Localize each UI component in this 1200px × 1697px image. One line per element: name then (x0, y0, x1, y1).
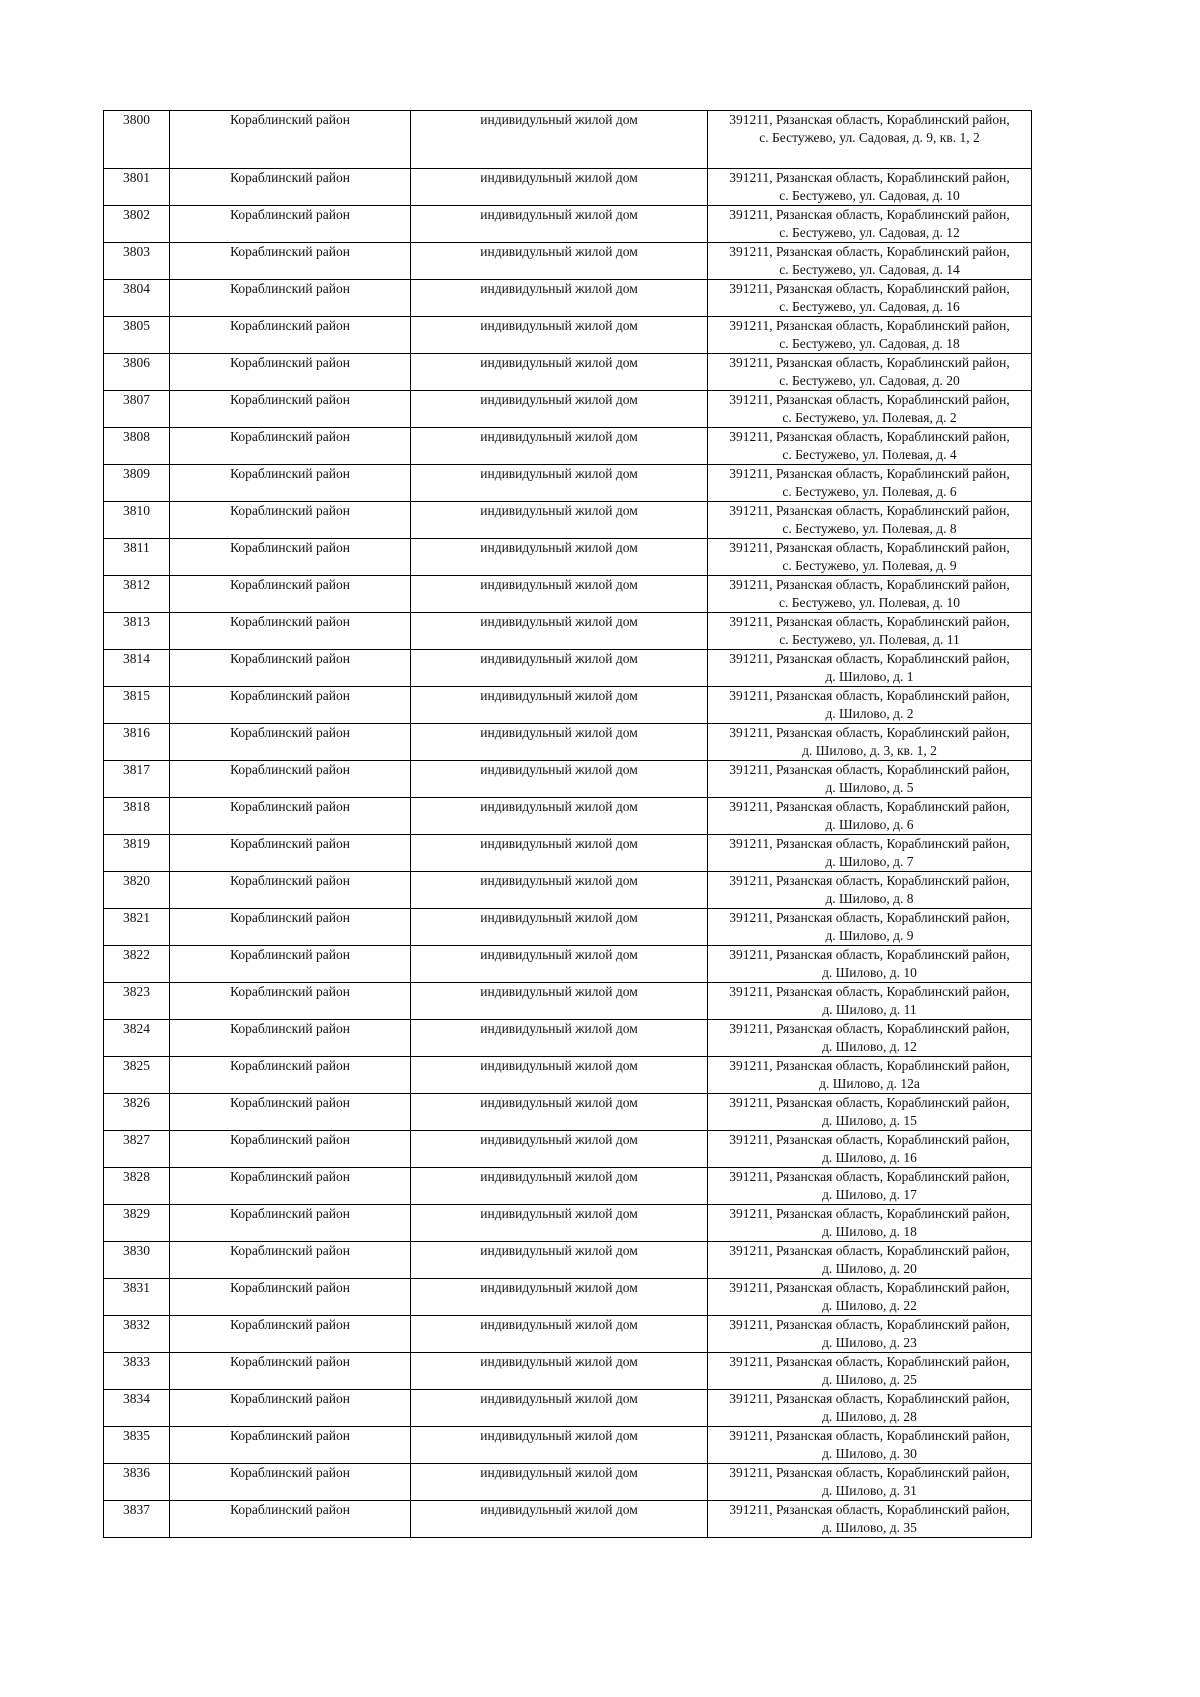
address-cell (708, 428, 1032, 465)
address-line-2: с. Бестужево, ул. Полевая, д. 9 (782, 558, 957, 573)
row-number: 3804 (104, 280, 170, 317)
table-row (104, 835, 1032, 872)
address-line-1: 391211, Рязанская область, Кораблинский район, (729, 614, 1010, 629)
address-line-2: с. Бестужево, ул. Садовая, д. 9, кв. 1, 2 (759, 130, 980, 145)
row-number: 3826 (104, 1094, 170, 1131)
district-cell: Кораблинский район (170, 576, 411, 613)
row-number: 3825 (104, 1057, 170, 1094)
address-cell (708, 613, 1032, 650)
address-line-1: 391211, Рязанская область, Кораблинский район, (729, 725, 1010, 740)
address-line-2: д. Шилово, д. 35 (822, 1520, 917, 1535)
district-cell: Кораблинский район (170, 1279, 411, 1316)
address-line-1: 391211, Рязанская область, Кораблинский район, (729, 503, 1010, 518)
table-row (104, 576, 1032, 613)
address-cell (708, 761, 1032, 798)
district-cell: Кораблинский район (170, 169, 411, 206)
object-type-cell: индивидульный жилой дом (411, 872, 708, 909)
address-line-2: д. Шилово, д. 15 (822, 1113, 917, 1128)
district-cell: Кораблинский район (170, 872, 411, 909)
row-number: 3833 (104, 1353, 170, 1390)
address-line-2: д. Шилово, д. 11 (822, 1002, 917, 1017)
district-cell: Кораблинский район (170, 206, 411, 243)
object-type-cell: индивидульный жилой дом (411, 613, 708, 650)
row-number: 3803 (104, 243, 170, 280)
address-cell (708, 1094, 1032, 1131)
object-type-cell: индивидульный жилой дом (411, 391, 708, 428)
address-line-2: д. Шилово, д. 17 (822, 1187, 917, 1202)
table-row (104, 1390, 1032, 1427)
table-row (104, 613, 1032, 650)
address-cell (708, 1464, 1032, 1501)
address-line-2: д. Шилово, д. 31 (822, 1483, 917, 1498)
object-type-cell: индивидульный жилой дом (411, 1094, 708, 1131)
address-line-1: 391211, Рязанская область, Кораблинский район, (729, 170, 1010, 185)
address-cell (708, 1353, 1032, 1390)
address-cell (708, 1020, 1032, 1057)
address-line-2: д. Шилово, д. 7 (825, 854, 914, 869)
table-row (104, 1131, 1032, 1168)
address-line-2: д. Шилово, д. 10 (822, 965, 917, 980)
address-line-2: с. Бестужево, ул. Садовая, д. 12 (779, 225, 960, 240)
address-line-2: д. Шилово, д. 12 (822, 1039, 917, 1054)
row-number: 3823 (104, 983, 170, 1020)
address-line-1: 391211, Рязанская область, Кораблинский район, (729, 1021, 1010, 1036)
object-type-cell: индивидульный жилой дом (411, 169, 708, 206)
object-type-cell: индивидульный жилой дом (411, 687, 708, 724)
object-type-cell: индивидульный жилой дом (411, 1390, 708, 1427)
object-type-cell: индивидульный жилой дом (411, 1020, 708, 1057)
table-row (104, 1316, 1032, 1353)
address-line-1: 391211, Рязанская область, Кораблинский район, (729, 1502, 1010, 1517)
address-line-2: с. Бестужево, ул. Полевая, д. 11 (779, 632, 960, 647)
object-type-cell: индивидульный жилой дом (411, 539, 708, 576)
district-cell: Кораблинский район (170, 1501, 411, 1538)
table-row (104, 983, 1032, 1020)
table-row (104, 243, 1032, 280)
address-cell (708, 724, 1032, 761)
table-row (104, 1353, 1032, 1390)
object-type-cell: индивидульный жилой дом (411, 909, 708, 946)
row-number: 3828 (104, 1168, 170, 1205)
address-line-2: д. Шилово, д. 23 (822, 1335, 917, 1350)
district-cell: Кораблинский район (170, 798, 411, 835)
address-line-2: д. Шилово, д. 20 (822, 1261, 917, 1276)
address-line-1: 391211, Рязанская область, Кораблинский район, (729, 947, 1010, 962)
address-line-1: 391211, Рязанская область, Кораблинский район, (729, 799, 1010, 814)
address-line-1: 391211, Рязанская область, Кораблинский район, (729, 836, 1010, 851)
address-cell (708, 1390, 1032, 1427)
table-row (104, 761, 1032, 798)
address-cell (708, 576, 1032, 613)
address-line-1: 391211, Рязанская область, Кораблинский район, (729, 1206, 1010, 1221)
address-line-2: с. Бестужево, ул. Садовая, д. 18 (779, 336, 960, 351)
row-number: 3820 (104, 872, 170, 909)
address-line-1: 391211, Рязанская область, Кораблинский район, (729, 651, 1010, 666)
district-cell: Кораблинский район (170, 1057, 411, 1094)
table-row (104, 502, 1032, 539)
district-cell: Кораблинский район (170, 1168, 411, 1205)
address-cell (708, 1242, 1032, 1279)
district-cell: Кораблинский район (170, 909, 411, 946)
address-cell (708, 317, 1032, 354)
table-body (104, 111, 1032, 1538)
district-cell: Кораблинский район (170, 1131, 411, 1168)
address-line-1: 391211, Рязанская область, Кораблинский район, (729, 1465, 1010, 1480)
table-row (104, 1464, 1032, 1501)
address-cell (708, 687, 1032, 724)
table-row (104, 724, 1032, 761)
address-line-2: д. Шилово, д. 5 (825, 780, 914, 795)
object-type-cell: индивидульный жилой дом (411, 798, 708, 835)
row-number: 3812 (104, 576, 170, 613)
address-line-1: 391211, Рязанская область, Кораблинский район, (729, 244, 1010, 259)
table-row (104, 1501, 1032, 1538)
district-cell: Кораблинский район (170, 1390, 411, 1427)
row-number: 3813 (104, 613, 170, 650)
address-line-2: д. Шилово, д. 8 (825, 891, 914, 906)
object-type-cell: индивидульный жилой дом (411, 761, 708, 798)
table-row (104, 111, 1032, 169)
row-number: 3815 (104, 687, 170, 724)
row-number: 3832 (104, 1316, 170, 1353)
address-cell (708, 502, 1032, 539)
address-line-1: 391211, Рязанская область, Кораблинский район, (729, 577, 1010, 592)
district-cell: Кораблинский район (170, 650, 411, 687)
district-cell: Кораблинский район (170, 687, 411, 724)
row-number: 3805 (104, 317, 170, 354)
object-type-cell: индивидульный жилой дом (411, 465, 708, 502)
table-row (104, 650, 1032, 687)
row-number: 3816 (104, 724, 170, 761)
address-line-1: 391211, Рязанская область, Кораблинский район, (729, 762, 1010, 777)
address-cell (708, 1057, 1032, 1094)
address-cell (708, 1427, 1032, 1464)
address-cell (708, 1316, 1032, 1353)
district-cell: Кораблинский район (170, 539, 411, 576)
address-cell (708, 983, 1032, 1020)
housing-registry-table (103, 110, 1032, 1538)
district-cell: Кораблинский район (170, 724, 411, 761)
district-cell: Кораблинский район (170, 428, 411, 465)
row-number: 3834 (104, 1390, 170, 1427)
address-line-1: 391211, Рязанская область, Кораблинский район, (729, 1243, 1010, 1258)
table-row (104, 1020, 1032, 1057)
address-cell (708, 1205, 1032, 1242)
address-line-2: с. Бестужево, ул. Полевая, д. 6 (782, 484, 957, 499)
address-cell (708, 909, 1032, 946)
row-number: 3817 (104, 761, 170, 798)
row-number: 3830 (104, 1242, 170, 1279)
row-number: 3810 (104, 502, 170, 539)
address-line-2: д. Шилово, д. 25 (822, 1372, 917, 1387)
district-cell: Кораблинский район (170, 317, 411, 354)
address-line-1: 391211, Рязанская область, Кораблинский район, (729, 910, 1010, 925)
address-line-2: с. Бестужево, ул. Садовая, д. 20 (779, 373, 960, 388)
address-line-2: д. Шилово, д. 6 (825, 817, 914, 832)
address-line-1: 391211, Рязанская область, Кораблинский район, (729, 1058, 1010, 1073)
address-line-1: 391211, Рязанская область, Кораблинский район, (729, 1317, 1010, 1332)
object-type-cell: индивидульный жилой дом (411, 428, 708, 465)
district-cell: Кораблинский район (170, 1353, 411, 1390)
row-number: 3809 (104, 465, 170, 502)
address-line-2: д. Шилово, д. 30 (822, 1446, 917, 1461)
address-cell (708, 1131, 1032, 1168)
object-type-cell: индивидульный жилой дом (411, 502, 708, 539)
address-line-2: д. Шилово, д. 28 (822, 1409, 917, 1424)
address-cell (708, 650, 1032, 687)
address-line-2: с. Бестужево, ул. Полевая, д. 10 (779, 595, 960, 610)
row-number: 3835 (104, 1427, 170, 1464)
district-cell: Кораблинский район (170, 1427, 411, 1464)
address-line-2: д. Шилово, д. 1 (825, 669, 914, 684)
address-cell (708, 872, 1032, 909)
object-type-cell: индивидульный жилой дом (411, 1205, 708, 1242)
table-row (104, 354, 1032, 391)
address-line-2: д. Шилово, д. 9 (825, 928, 914, 943)
address-line-2: с. Бестужево, ул. Садовая, д. 16 (779, 299, 960, 314)
address-cell (708, 465, 1032, 502)
address-line-1: 391211, Рязанская область, Кораблинский район, (729, 1428, 1010, 1443)
object-type-cell: индивидульный жилой дом (411, 650, 708, 687)
address-cell (708, 354, 1032, 391)
object-type-cell: индивидульный жилой дом (411, 983, 708, 1020)
address-line-2: д. Шилово, д. 22 (822, 1298, 917, 1313)
row-number: 3806 (104, 354, 170, 391)
address-cell (708, 1279, 1032, 1316)
object-type-cell: индивидульный жилой дом (411, 1464, 708, 1501)
object-type-cell: индивидульный жилой дом (411, 724, 708, 761)
district-cell: Кораблинский район (170, 354, 411, 391)
address-line-2: д. Шилово, д. 2 (825, 706, 914, 721)
object-type-cell: индивидульный жилой дом (411, 1168, 708, 1205)
address-line-1: 391211, Рязанская область, Кораблинский район, (729, 355, 1010, 370)
object-type-cell: индивидульный жилой дом (411, 354, 708, 391)
address-cell (708, 391, 1032, 428)
district-cell: Кораблинский район (170, 465, 411, 502)
table-row (104, 798, 1032, 835)
address-cell (708, 243, 1032, 280)
address-cell (708, 1501, 1032, 1538)
object-type-cell: индивидульный жилой дом (411, 1242, 708, 1279)
table-row (104, 539, 1032, 576)
district-cell: Кораблинский район (170, 1242, 411, 1279)
address-line-1: 391211, Рязанская область, Кораблинский район, (729, 540, 1010, 555)
address-line-1: 391211, Рязанская область, Кораблинский район, (729, 429, 1010, 444)
row-number: 3821 (104, 909, 170, 946)
object-type-cell: индивидульный жилой дом (411, 317, 708, 354)
address-cell (708, 835, 1032, 872)
address-cell (708, 539, 1032, 576)
object-type-cell: индивидульный жилой дом (411, 1353, 708, 1390)
address-line-1: 391211, Рязанская область, Кораблинский район, (729, 466, 1010, 481)
district-cell: Кораблинский район (170, 946, 411, 983)
district-cell: Кораблинский район (170, 243, 411, 280)
table-row (104, 909, 1032, 946)
row-number: 3824 (104, 1020, 170, 1057)
table-row (104, 1427, 1032, 1464)
address-line-2: с. Бестужево, ул. Полевая, д. 8 (782, 521, 957, 536)
table-row (104, 1094, 1032, 1131)
address-line-2: с. Бестужево, ул. Полевая, д. 2 (782, 410, 957, 425)
address-line-1: 391211, Рязанская область, Кораблинский район, (729, 1169, 1010, 1184)
row-number: 3807 (104, 391, 170, 428)
address-line-1: 391211, Рязанская область, Кораблинский район, (729, 984, 1010, 999)
address-line-1: 391211, Рязанская область, Кораблинский район, (729, 1095, 1010, 1110)
object-type-cell: индивидульный жилой дом (411, 243, 708, 280)
row-number: 3837 (104, 1501, 170, 1538)
district-cell: Кораблинский район (170, 1205, 411, 1242)
address-line-1: 391211, Рязанская область, Кораблинский район, (729, 1354, 1010, 1369)
table-row (104, 206, 1032, 243)
address-line-1: 391211, Рязанская область, Кораблинский район, (729, 1391, 1010, 1406)
table-row (104, 1242, 1032, 1279)
table-row (104, 317, 1032, 354)
address-cell (708, 280, 1032, 317)
row-number: 3800 (104, 111, 170, 169)
object-type-cell: индивидульный жилой дом (411, 206, 708, 243)
object-type-cell: индивидульный жилой дом (411, 280, 708, 317)
address-cell (708, 1168, 1032, 1205)
object-type-cell: индивидульный жилой дом (411, 1057, 708, 1094)
table-row (104, 946, 1032, 983)
address-line-1: 391211, Рязанская область, Кораблинский район, (729, 281, 1010, 296)
object-type-cell: индивидульный жилой дом (411, 1427, 708, 1464)
district-cell: Кораблинский район (170, 280, 411, 317)
table-row (104, 1279, 1032, 1316)
address-line-1: 391211, Рязанская область, Кораблинский район, (729, 392, 1010, 407)
table-row (104, 465, 1032, 502)
district-cell: Кораблинский район (170, 983, 411, 1020)
address-cell (708, 111, 1032, 169)
district-cell: Кораблинский район (170, 1094, 411, 1131)
address-line-1: 391211, Рязанская область, Кораблинский район, (729, 1280, 1010, 1295)
address-cell (708, 946, 1032, 983)
district-cell: Кораблинский район (170, 761, 411, 798)
district-cell: Кораблинский район (170, 1020, 411, 1057)
address-line-2: д. Шилово, д. 3, кв. 1, 2 (802, 743, 937, 758)
table-row (104, 280, 1032, 317)
object-type-cell: индивидульный жилой дом (411, 1316, 708, 1353)
district-cell: Кораблинский район (170, 835, 411, 872)
row-number: 3827 (104, 1131, 170, 1168)
object-type-cell: индивидульный жилой дом (411, 1501, 708, 1538)
address-line-1: 391211, Рязанская область, Кораблинский район, (729, 207, 1010, 222)
address-line-2: д. Шилово, д. 18 (822, 1224, 917, 1239)
table-row (104, 687, 1032, 724)
address-line-2: с. Бестужево, ул. Полевая, д. 4 (782, 447, 957, 462)
row-number: 3819 (104, 835, 170, 872)
table-row (104, 1057, 1032, 1094)
address-cell (708, 798, 1032, 835)
address-line-2: с. Бестужево, ул. Садовая, д. 14 (779, 262, 960, 277)
district-cell: Кораблинский район (170, 111, 411, 169)
row-number: 3831 (104, 1279, 170, 1316)
row-number: 3822 (104, 946, 170, 983)
district-cell: Кораблинский район (170, 1316, 411, 1353)
table-row (104, 1205, 1032, 1242)
address-line-1: 391211, Рязанская область, Кораблинский район, (729, 688, 1010, 703)
address-cell (708, 206, 1032, 243)
district-cell: Кораблинский район (170, 613, 411, 650)
address-line-1: 391211, Рязанская область, Кораблинский район, (729, 1132, 1010, 1147)
address-line-1: 391211, Рязанская область, Кораблинский район, (729, 112, 1010, 127)
address-line-2: с. Бестужево, ул. Садовая, д. 10 (779, 188, 960, 203)
object-type-cell: индивидульный жилой дом (411, 1279, 708, 1316)
district-cell: Кораблинский район (170, 502, 411, 539)
address-line-2: д. Шилово, д. 16 (822, 1150, 917, 1165)
object-type-cell: индивидульный жилой дом (411, 1131, 708, 1168)
table-row (104, 391, 1032, 428)
address-line-2: д. Шилово, д. 12а (819, 1076, 920, 1091)
object-type-cell: индивидульный жилой дом (411, 835, 708, 872)
table-row (104, 428, 1032, 465)
address-cell (708, 169, 1032, 206)
object-type-cell: индивидульный жилой дом (411, 946, 708, 983)
row-number: 3801 (104, 169, 170, 206)
district-cell: Кораблинский район (170, 1464, 411, 1501)
table-row (104, 872, 1032, 909)
row-number: 3814 (104, 650, 170, 687)
address-line-1: 391211, Рязанская область, Кораблинский район, (729, 318, 1010, 333)
row-number: 3811 (104, 539, 170, 576)
row-number: 3818 (104, 798, 170, 835)
table-row (104, 1168, 1032, 1205)
row-number: 3808 (104, 428, 170, 465)
address-line-1: 391211, Рязанская область, Кораблинский район, (729, 873, 1010, 888)
row-number: 3829 (104, 1205, 170, 1242)
district-cell: Кораблинский район (170, 391, 411, 428)
row-number: 3802 (104, 206, 170, 243)
row-number: 3836 (104, 1464, 170, 1501)
table-row (104, 169, 1032, 206)
object-type-cell: индивидульный жилой дом (411, 111, 708, 169)
object-type-cell: индивидульный жилой дом (411, 576, 708, 613)
